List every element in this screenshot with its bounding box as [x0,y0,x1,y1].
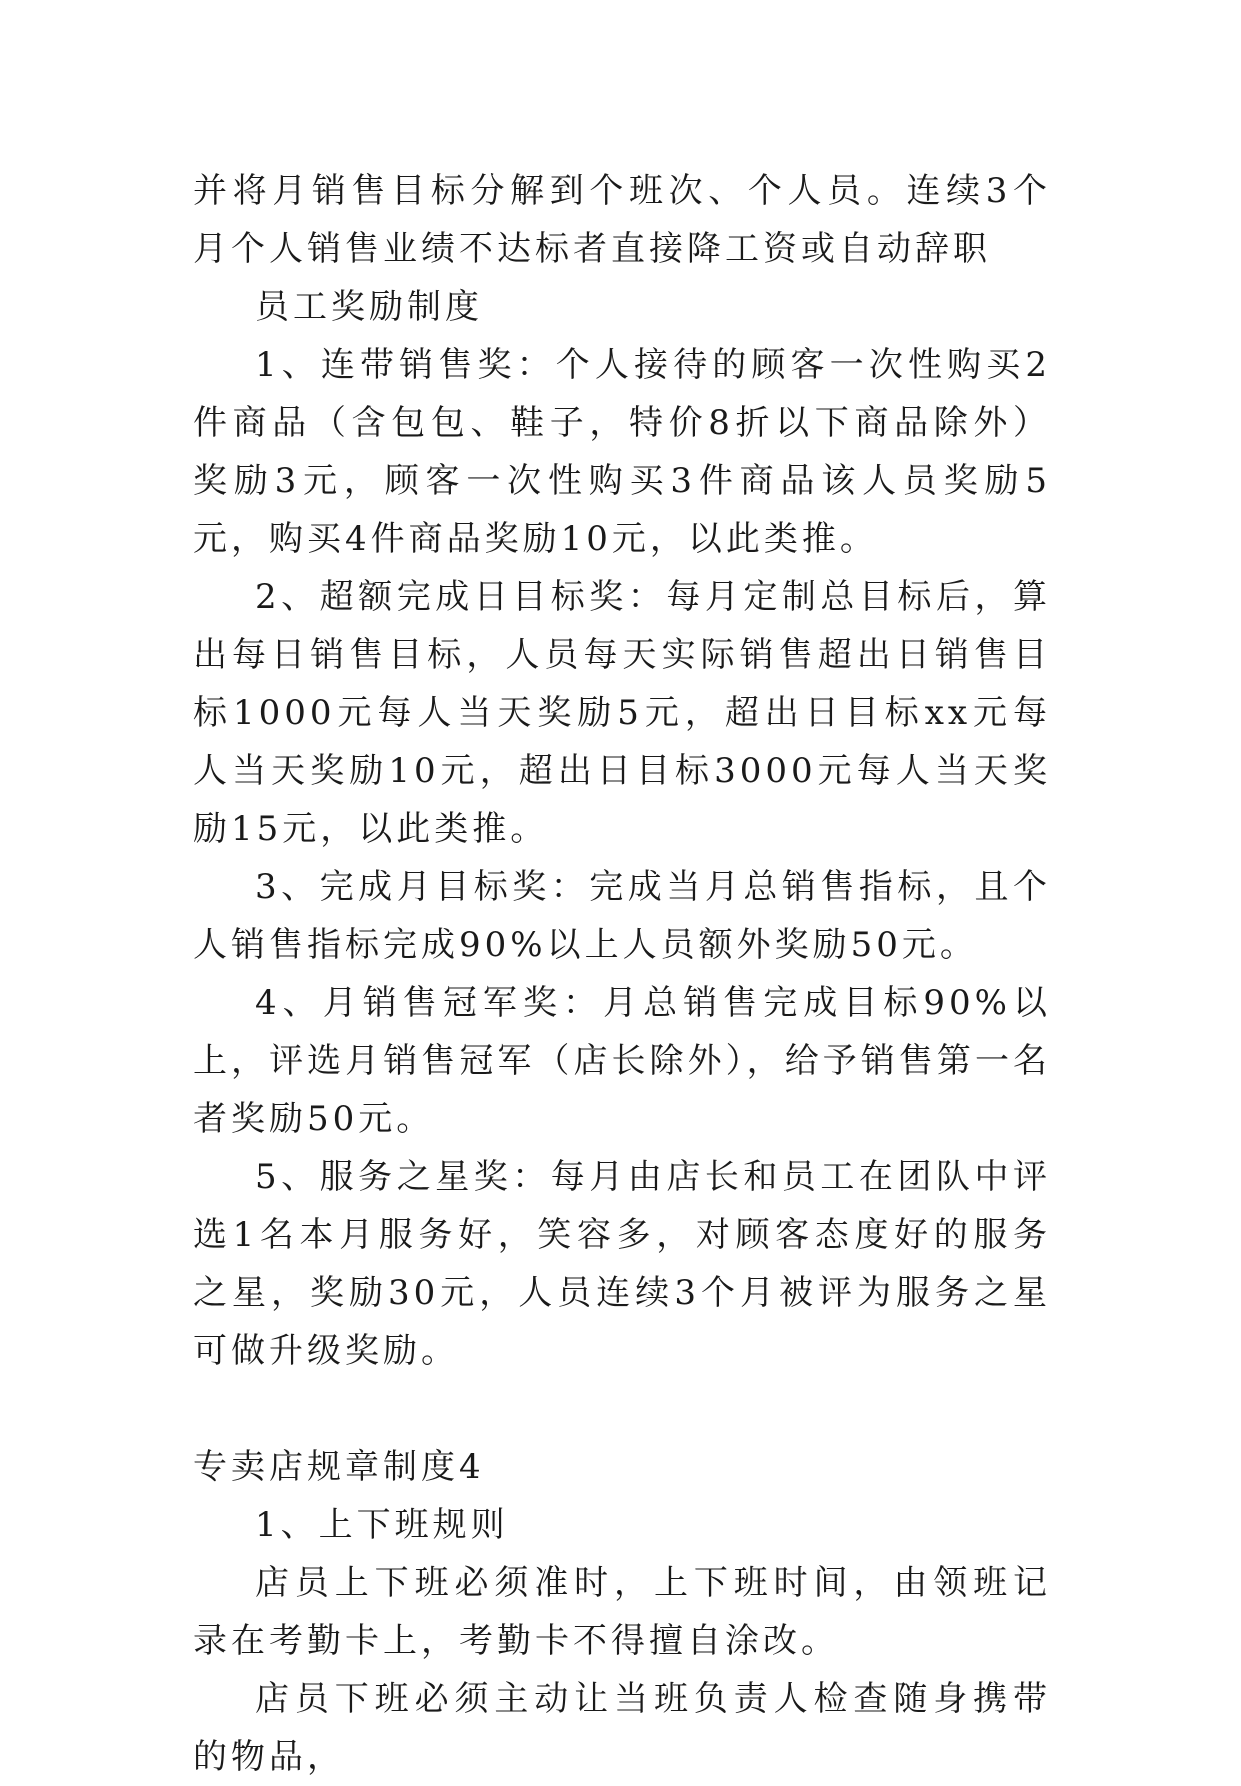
paragraph-sales-target: 并将月销售目标分解到个班次、个人员。连续3个月个人销售业绩不达标者直接降工资或自动辞职 [193,171,1051,269]
paragraph-monthly-target-reward: 3、完成月目标奖：完成当月总销售指标，且个人销售指标完成90%以上人员额外奖励50元。 [193,867,1051,965]
spacer [193,1380,1051,1438]
paragraph-service-star-reward: 5、服务之星奖：每月由店长和员工在团队中评选1名本月服务好，笑容多，对顾客态度好的服务之星，奖励30元，人员连续3个月被评为服务之星可做升级奖励。 [193,1157,1051,1371]
chapter-heading: 专卖店规章制度4 [193,1447,485,1487]
paragraph-sales-champion-reward: 4、月销售冠军奖：月总销售完成目标90%以上，评选月销售冠军（店长除外），给予销售第一名者奖励50元。 [193,983,1051,1139]
paragraph-daily-target-reward: 2、超额完成日目标奖：每月定制总目标后，算出每日销售目标，人员每天实际销售超出日销售目标1000元每人当天奖励5元，超出日目标xx元每人当天奖励10元，超出日目标3000元每人当天奖励15元，以此类推。 [193,577,1051,849]
paragraph-attendance: 店员上下班必须准时，上下班时间，由领班记录在考勤卡上，考勤卡不得擅自涂改。 [193,1563,1051,1661]
section-title-employee-rewards: 员工奖励制度 [255,287,483,327]
paragraph-bundle-sales-reward: 1、连带销售奖：个人接待的顾客一次性购买2件商品（含包包、鞋子，特价8折以下商品除外）奖励3元，顾客一次性购买3件商品该人员奖励5元，购买4件商品奖励10元，以此类推。 [193,345,1051,559]
paragraph-belongings-check: 店员下班必须主动让当班负责人检查随身携带的物品， [193,1679,1051,1777]
section-title-work-hours: 1、上下班规则 [255,1505,509,1545]
